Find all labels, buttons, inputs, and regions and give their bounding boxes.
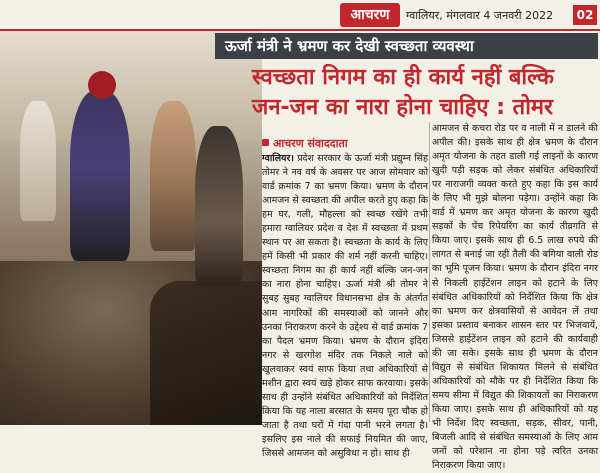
- photo-person-left: [20, 101, 56, 221]
- byline-text: आचरण संवाददाता: [273, 137, 348, 150]
- kicker-banner: ऊर्जा मंत्री ने भ्रमण कर देखी स्वच्छता व्यवस्था: [215, 33, 598, 59]
- column-divider: [429, 122, 430, 422]
- photo-person-officer: [195, 126, 243, 286]
- page-number: 02: [573, 5, 597, 25]
- dateline: ग्वालियर, मंगलवार 4 जनवरी 2022: [406, 9, 554, 22]
- headline-line-2: जन-जन का नारा होना चाहिए : तोमर: [252, 95, 554, 120]
- photo-person-red-cap: [88, 71, 116, 99]
- news-photo: [0, 31, 262, 425]
- article-column-2-text: आमजन से कचरा रोड पर व नाली में न डालने की अपील की। इसके साथ ही क्षेत्र भ्रमण के दौरान अमृत योजना के तहत डाली गई लाइनों के कारण खुदी पड़ी सड़क को लेकर संबंधित अधिकारियों पर नाराजगी व्यक्त करते हुए कहा कि इस कार्य के लिए भी मुझे बोलना पड़ेगा। उन्होंने कहा कि वार्ड में भ्रमण कर अमृत योजना के कारण खुदी सड़कों के पेंच रिपेयरिंग का कार्य तीव्रगति से किया जाए। इसके साथ ही 6.5 लाख रुपये की लागत से बनाई जा रही तैली की बगिया वाली रोड का भूमि पूजन किया। भ्रमण के दौरान इंदिरा नगर से निकली हाईटेंशन लाइन को हटाने के लिए संबंधित अधिकारियों को निर्देशित किया कि क्षेत्र का भ्रमण कर क्षेत्रवासियों से आवेदन लें तथा इसका प्रस्ताव बनाकर शासन स्तर पर भिजवायें, जिससे हाईटेंशन लाइन को हटाने की कार्यवाही की जा सके। इसके साथ ही भ्रमण के दौरान विद्युत से संबंधित शिकायत मिलने से संबंधित अधिकारियों को मौके पर ही निर्देशित किया कि समय सीमा में विद्युत की शिकायतों का निराकरण किया जाए। इसके साथ ही अधिकारियों को यह भी निर्देश दिए स्वच्छता, सड़क, सीवर, पानी, बिजली आदि से संबंधित समस्याओं के लिए आम जनों को परेशान ना होना पड़े त्वरित उनका निराकरण किया जाए।: [432, 123, 598, 472]
- headline-line-1: स्वच्छता निगम का ही कार्य नहीं बल्कि: [252, 65, 554, 90]
- photo-person-worker: [150, 101, 196, 251]
- article-paragraph-1: [262, 152, 428, 461]
- headline: [252, 63, 598, 123]
- newspaper-logo: आचरण: [340, 3, 400, 27]
- article-column-1-text: प्रदेश सरकार के ऊर्जा मंत्री प्रद्युम्न सिंह तोमर ने नव वर्ष के अवसर पर आज सोमवार को वार्ड क्रमांक 7 का भ्रमण किया। भ्रमण के दौरान आमजन से स्वच्छता की अपील करते हुए कहा कि हम घर, गली, मौहल्ला को स्वच्छ रखेंगे तभी हमारा ग्वालियर प्रदेश व देश में स्वच्छता में प्रथम स्थान पर आ सकता है। स्वच्छता के कार्य के लिए हमें किसी भी प्रकार की शर्म नहीं करनी चाहिए। स्वच्छता निगम का ही कार्य नहीं बल्कि जन-जन का नारा होना चाहिए। ऊर्जा मंत्री श्री तोमर ने सुबह सुबह ग्वालियर विधानसभा क्षेत्र के अंतर्गत आम नागरिकों की समस्याओं को जानने और उनका निराकरण करने के उद्देश्य से वार्ड क्रमांक 7 का पैदल भ्रमण किया। भ्रमण के दौरान इंदिरा नगर से खरगोश मंदिर तक निकले नाले को खुलवाकर स्वयं साफ किया तथा अधिकारियों से मशीन द्वारा स्वयं खड़े होकर साफ करवाया। इसके साथ ही उन्होंने संबंधित अधिकारियों को निर्देशित किया कि यह नाला बरसात के समय पूरा चौक हो जाता है तथा घरों में गंदा पानी भरने लगता है। इसलिए इस नाले की सफाई नियमित की जाए, जिससे आमजन को असुविधा न हो। साथ ही: [262, 153, 428, 459]
- byline-bullet-icon: [262, 139, 269, 146]
- article-column-2: [432, 122, 598, 472]
- masthead: [0, 0, 600, 30]
- dateline-place: ग्वालियर।: [262, 153, 294, 164]
- photo-person-minister: [70, 91, 130, 261]
- article-column-1: [262, 152, 428, 459]
- photo-drain: [150, 281, 262, 425]
- byline: [262, 136, 348, 150]
